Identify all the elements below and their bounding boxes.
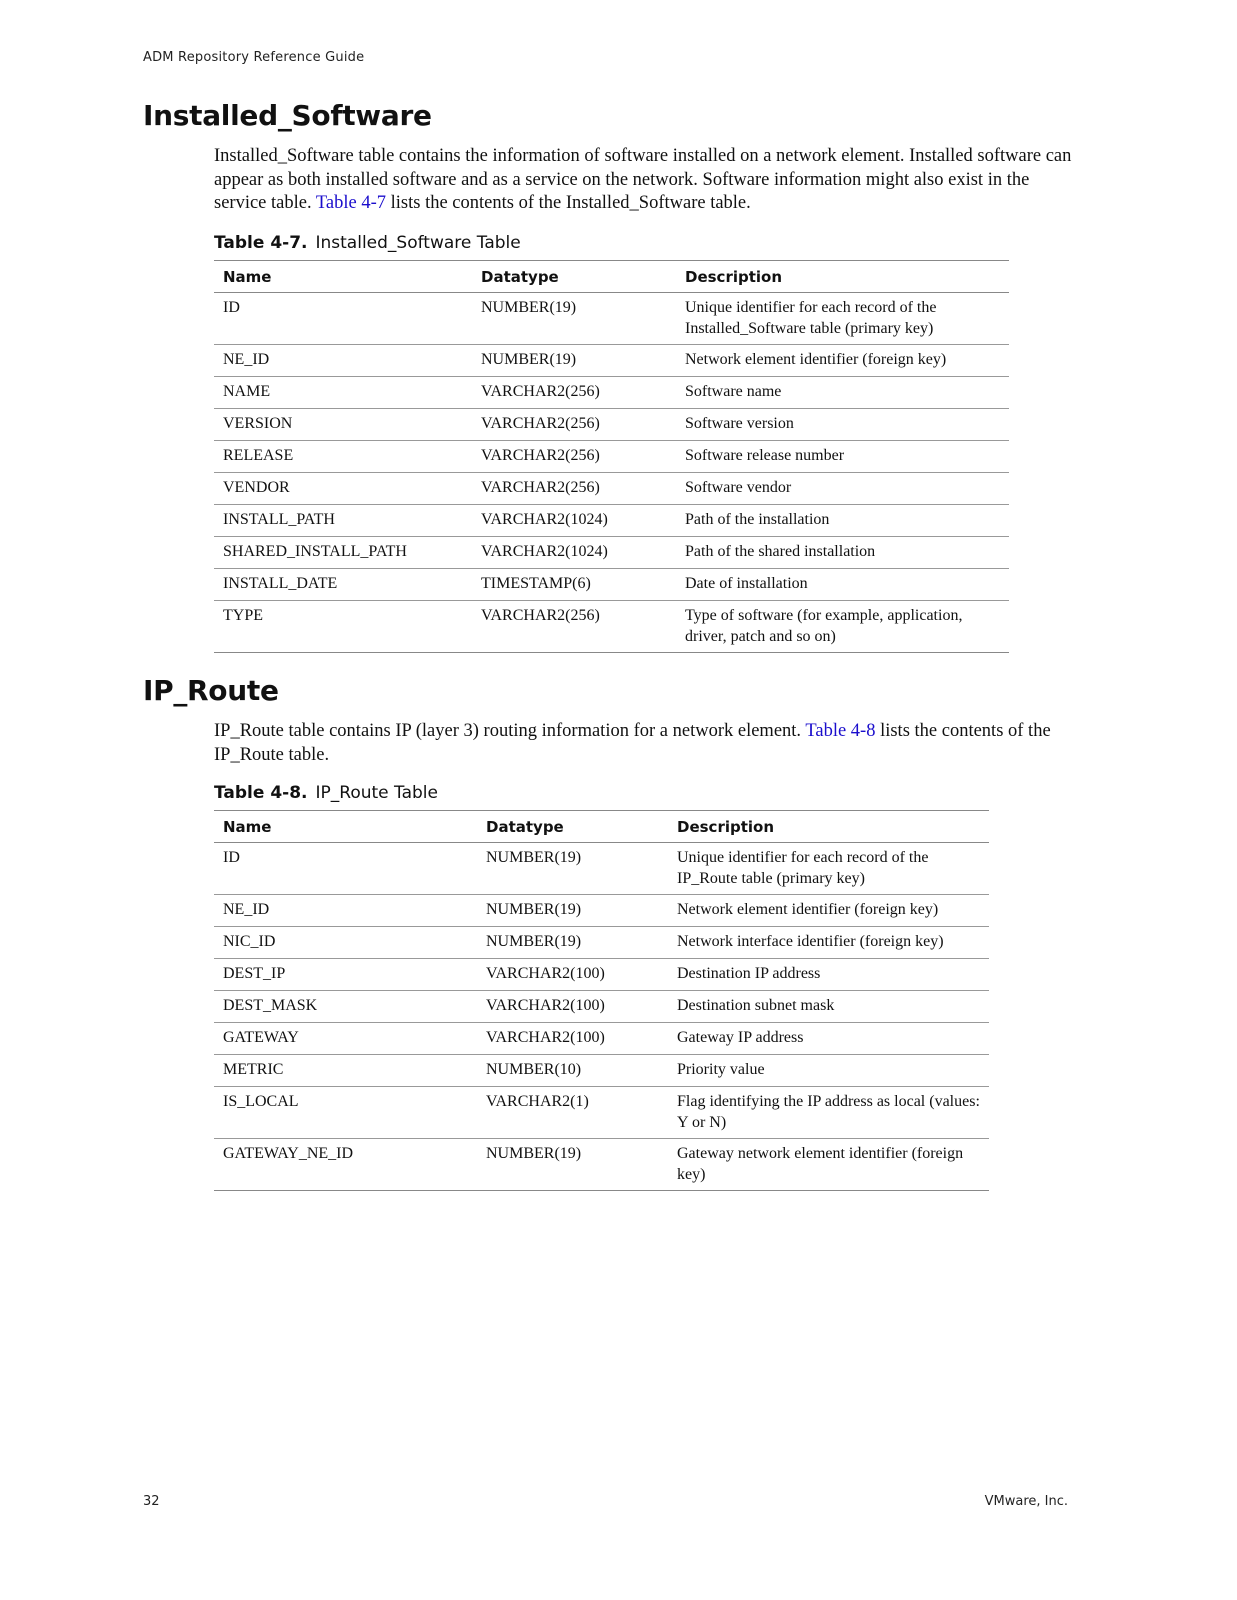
cell-description: Destination IP address [668,959,989,991]
cell-datatype: VARCHAR2(100) [477,1023,668,1055]
footer-company: VMware, Inc. [984,1494,1068,1509]
cell-datatype: VARCHAR2(256) [472,409,676,441]
cell-datatype: VARCHAR2(1024) [472,537,676,569]
table-row [214,441,1009,473]
cell-description: Type of software (for example, application, driver, patch and so on) [685,607,963,645]
cell-description: Unique identifier for each record of the Installed_Software table (primary key) [676,293,1009,345]
caption-number: Table 4-7. [214,233,308,253]
cell-datatype: NUMBER(19) [472,345,676,377]
table-row [214,473,1009,505]
cell-datatype: NUMBER(10) [477,1055,668,1087]
cell-datatype: VARCHAR2(1) [477,1087,668,1139]
cell-datatype: VARCHAR2(1024) [472,505,676,537]
cell-name: RELEASE [214,441,472,473]
intro-text: Installed_Software table contains the information of software installed on a network element. Installed software can appear as both installed software and as a service on the network. Software information might also exist in the service table. [214,146,1072,213]
cell-name: INSTALL_DATE [214,569,472,601]
cell-description: Gateway network element identifier (foreign key) [677,1145,964,1183]
cell-name: VENDOR [214,473,472,505]
cell-description: Network element identifier (foreign key) [668,895,989,927]
cell-description: Flag identifying the IP address as local (values: Y or N) [668,1087,989,1139]
cell-datatype: NUMBER(19) [472,293,676,345]
table-row [214,991,989,1023]
section-intro-ip-route [214,720,1084,767]
intro-text: IP_Route table contains IP (layer 3) routing information for a network element. [214,721,802,741]
table-row [214,843,989,895]
table-row [214,409,1009,441]
cell-name: ID [214,293,472,345]
installed-software-table [214,260,1009,653]
cell-description: Network interface identifier (foreign key) [668,927,989,959]
table-caption-4-7 [214,233,521,253]
ip-route-table [214,810,989,1191]
running-header: ADM Repository Reference Guide [143,50,365,65]
table-row [214,345,1009,377]
table-row [214,1023,989,1055]
cell-description: Unique identifier for each record of the IP_Route table (primary key) [668,843,989,895]
table-row [214,959,989,991]
table-row [214,1139,989,1191]
table-row [214,1055,989,1087]
cell-datatype: VARCHAR2(256) [481,607,600,624]
cell-description: Software version [676,409,1009,441]
cell-name: IS_LOCAL [214,1087,477,1139]
cell-datatype: VARCHAR2(100) [477,991,668,1023]
intro-text-tail: lists the contents of the IP_Route table. [214,721,1051,765]
cell-description: Path of the shared installation [676,537,1009,569]
cell-name: METRIC [214,1055,477,1087]
table-row [214,601,1009,653]
cell-name: NIC_ID [214,927,477,959]
table-row [214,569,1009,601]
table-row [214,1087,989,1139]
cell-datatype: VARCHAR2(256) [472,377,676,409]
cell-description: Gateway IP address [668,1023,989,1055]
table-header-row [214,811,989,843]
cell-datatype: NUMBER(19) [477,927,668,959]
cell-description: Priority value [668,1055,989,1087]
cell-name: GATEWAY [214,1023,477,1055]
cell-name: NE_ID [214,895,477,927]
cell-datatype: VARCHAR2(100) [477,959,668,991]
intro-text-tail: lists the contents of the Installed_Software table. [390,193,751,213]
caption-number: Table 4-8. [214,783,308,803]
table-row [214,505,1009,537]
column-header-description: Description [668,811,989,843]
table-4-8-link[interactable]: Table 4-8 [805,721,876,741]
table-caption-4-8 [214,783,438,803]
cell-name: ID [214,843,477,895]
cell-name: DEST_MASK [214,991,477,1023]
cell-description: Destination subnet mask [668,991,989,1023]
column-header-datatype: Datatype [472,261,676,293]
cell-datatype: NUMBER(19) [477,843,668,895]
cell-description: Software vendor [676,473,1009,505]
caption-title: Installed_Software Table [315,233,521,253]
cell-description: Software name [676,377,1009,409]
cell-name: SHARED_INSTALL_PATH [214,537,472,569]
column-header-datatype: Datatype [477,811,668,843]
table-row [214,377,1009,409]
cell-name: VERSION [214,409,472,441]
cell-description: Network element identifier (foreign key) [676,345,1009,377]
table-4-7-link[interactable]: Table 4-7 [315,193,386,213]
column-header-description: Description [676,261,1009,293]
cell-description: Software release number [676,441,1009,473]
cell-datatype: NUMBER(19) [486,1145,582,1162]
column-header-name: Name [214,811,477,843]
cell-datatype: VARCHAR2(256) [472,473,676,505]
cell-name: NAME [214,377,472,409]
table-row [214,537,1009,569]
cell-description: Date of installation [676,569,1009,601]
section-title-ip-route: IP_Route [143,674,279,707]
page-number: 32 [143,1494,160,1509]
table-row [214,895,989,927]
cell-name: INSTALL_PATH [214,505,472,537]
cell-datatype: NUMBER(19) [477,895,668,927]
table-row [214,927,989,959]
cell-name: TYPE [223,607,263,624]
section-title-installed-software: Installed_Software [143,99,432,132]
cell-name: GATEWAY_NE_ID [223,1145,354,1162]
cell-name: NE_ID [214,345,472,377]
column-header-name: Name [214,261,472,293]
section-intro-installed-software [214,145,1084,216]
caption-title: IP_Route Table [315,783,438,803]
cell-name: DEST_IP [214,959,477,991]
cell-datatype: VARCHAR2(256) [472,441,676,473]
cell-datatype: TIMESTAMP(6) [472,569,676,601]
table-row [214,293,1009,345]
cell-description: Path of the installation [676,505,1009,537]
table-header-row [214,261,1009,293]
